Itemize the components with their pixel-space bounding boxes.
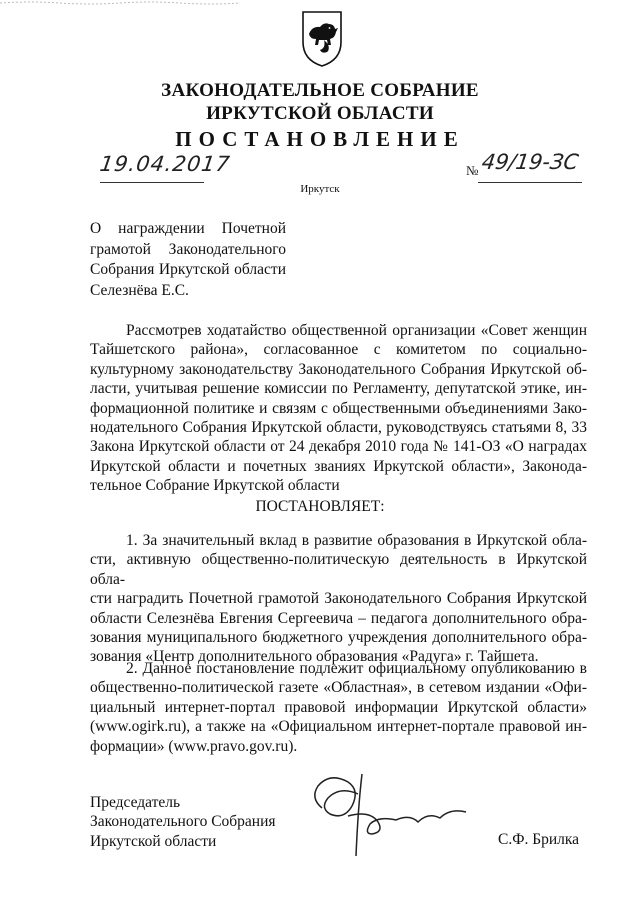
handwritten-signature	[300, 768, 470, 858]
paragraph-line: Тайшетского района», согласованное с комитетом по социально-	[90, 341, 587, 359]
paragraph-line: формации» (www.pravo.gov.ru).	[90, 737, 298, 755]
position-line: Иркутской области	[90, 832, 217, 850]
document-number: 49/19-ЗС	[480, 150, 580, 174]
paragraph-line: (www.ogirk.ru), а также на «Официальном интернет-портале правовой ин-	[90, 718, 587, 736]
paragraph-line: Иркутской области и почетных званиях Иркутской области», Законода-	[90, 457, 587, 475]
paragraph-line: тельное Собрание Иркутской области	[90, 477, 340, 495]
paragraph-line: сти, активную общественно-политическую деятельность в Иркутской обла-	[90, 551, 587, 588]
paragraph-line: зования муниципального бюджетного учреждения дополнительного обра-	[90, 629, 587, 647]
resolves-heading: ПОСТАНОВЛЯЕТ:	[255, 498, 385, 515]
item-2-paragraph	[90, 659, 587, 756]
item-1-paragraph	[90, 531, 587, 667]
paragraph-line: нодательного Собрания Иркутской области, руководствуясь статьями 8, 33	[90, 419, 587, 437]
org-name-line-2: ИРКУТСКОЙ ОБЛАСТИ	[206, 103, 434, 124]
document-date: 19.04.2017	[98, 152, 232, 176]
subject-line: грамотой Законодательного	[90, 240, 286, 258]
paragraph-line: 1. За значительный вклад в развитие образования в Иркутской обла-	[126, 532, 587, 549]
position-line: Законодательного Собрания	[90, 813, 276, 831]
signatory-position	[90, 793, 276, 851]
paragraph-line: области Селезнёва Евгения Сергеевича – педагога дополнительного обра-	[90, 609, 587, 627]
paragraph-line: 2. Данное постановление подлежит официальному опубликованию в	[126, 660, 587, 677]
subject-line: Собрания Иркутской области	[90, 261, 286, 278]
paragraph-line: общественно-политической газете «Областная», в сетевом издании «Офи-	[90, 679, 587, 697]
paragraph-line: циальный интернет-портал правовой информации Иркутской области»	[90, 698, 587, 716]
position-line: Председатель	[90, 794, 181, 811]
org-name-line-1: ЗАКОНОДАТЕЛЬНОЕ СОБРАНИЕ	[161, 80, 479, 101]
document-type: ПОСТАНОВЛЕНИЕ	[175, 127, 465, 151]
paragraph-line: формационной политике и связям с общественными объединениями Зако-	[90, 399, 587, 417]
paragraph-line: Рассмотрев ходатайство общественной организации «Совет женщин	[126, 322, 587, 339]
signatory-name: С.Ф. Брилка	[498, 831, 580, 848]
subject-line: Селезнёва Е.С.	[90, 281, 189, 299]
paragraph-line: зования «Центр дополнительного образования «Радуга» г. Тайшета.	[90, 648, 539, 666]
number-label: №	[466, 163, 479, 178]
scan-artifact	[0, 0, 240, 6]
preamble-paragraph	[90, 321, 587, 496]
document-subject	[90, 219, 286, 301]
paragraph-line: Закона Иркутской области от 24 декабря 2010 года № 141-ОЗ «О наградах	[90, 438, 587, 456]
paragraph-line: сти наградить Почетной грамотой Законодательного Собрания Иркутской	[90, 590, 587, 608]
subject-line: О награждении Почетной	[90, 220, 286, 237]
coat-of-arms-icon	[300, 8, 344, 68]
paragraph-line: культурному законодательству Законодательного Собрания Иркутской об-	[90, 360, 587, 378]
city: Иркутск	[300, 183, 340, 195]
paragraph-line: ласти, учитывая решение комиссии по Регламенту, депутатской этике, ин-	[90, 380, 587, 398]
